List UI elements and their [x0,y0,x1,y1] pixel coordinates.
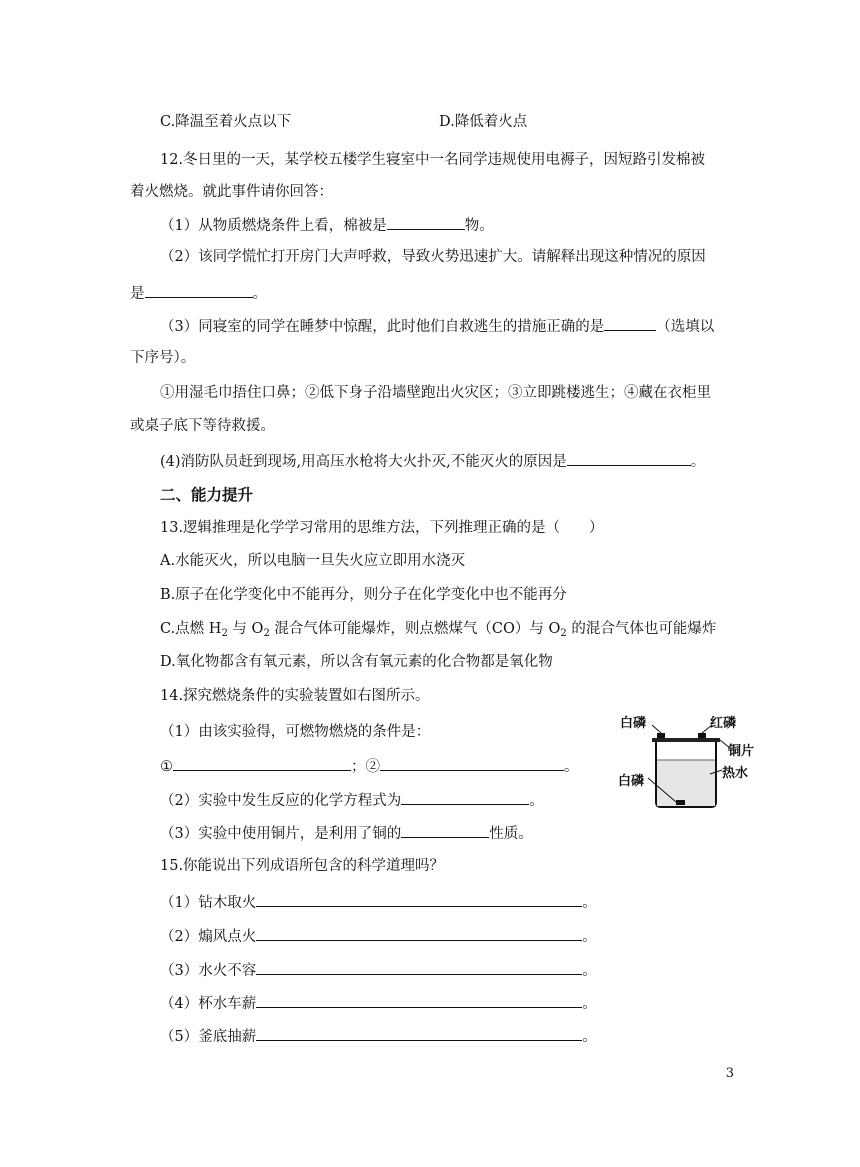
q13-option-c [160,619,716,639]
q12-part2-text: 是 [130,286,145,302]
q15-item [160,992,597,1014]
q15-item-end: 。 [582,895,597,911]
q12-stem-line1: 12.冬日里的一天，某学校五楼学生寝室中一名同学违规使用电褥子，因短路引发棉被 [160,152,706,168]
q14-stem: 14.探究燃烧条件的实验装置如右图所示。 [160,688,430,704]
q15-item [160,1025,597,1047]
q15-item-label: （5）釜底抽薪 [160,1029,257,1045]
answer-blank[interactable] [256,925,582,941]
subscript: 2 [560,628,567,639]
section-heading: 二、能力提升 [160,486,254,504]
q13-option-a: A.水能灭火，所以电脑一旦失火应立即用水浇灭 [160,553,466,569]
q12-options-line2: 或桌子底下等待救援。 [130,418,275,434]
q14-condition-2-marker: ；② [351,759,380,775]
q12-options-line1: ①用湿毛巾捂住口鼻；②低下身子沿墙壁跑出火灾区；③立即跳楼逃生；④藏在衣柜里 [160,385,711,401]
red-phosphorus [698,733,706,738]
q11-option-c: C.降温至着火点以下 [160,114,292,130]
q12-part3-tail: （选填以 [656,319,715,335]
leader-line [652,725,661,733]
label-white-phosphorus-top: 白磷 [620,716,647,731]
q14-part2-text: （2）实验中发生反应的化学方程式为 [160,793,402,809]
combustion-apparatus-figure [614,712,774,812]
q12-part3-text: （3）同寝室的同学在睡梦中惊醒，此时他们自救逃生的措施正确的是 [160,319,605,335]
label-copper-plate: 铜片 [728,744,755,759]
q12-part1-text: （1）从物质燃烧条件上看，棉被是 [160,218,387,234]
copper-plate [652,738,720,742]
answer-blank[interactable] [604,315,656,331]
q12-part2-line2 [130,282,267,304]
q12-part2-end: 。 [252,286,267,302]
q13-option-c-text2: 与 O [227,621,264,637]
q12-part4 [160,450,705,472]
answer-blank[interactable] [387,214,465,230]
q13-option-c-text3: 混合气体可能爆炸，则点燃煤气（CO）与 O [269,621,561,637]
q12-part1 [160,214,494,236]
white-phosphorus-top [657,733,665,738]
label-red-phosphorus: 红磷 [710,716,737,731]
page-number: 3 [725,1066,734,1081]
q12-part4-end: 。 [690,454,706,470]
answer-blank[interactable] [256,1025,582,1041]
q13-option-d: D.氧化物都含有氧元素，所以含有氧元素的化合物都是氧化物 [160,654,553,670]
q15-item-end: 。 [582,963,597,979]
q14-part3-end: 性质。 [489,826,533,842]
q15-item-label: （4）杯水车薪 [160,996,257,1012]
q12-part4-text: (4)消防队员赶到现场,用高压水枪将大火扑灭,不能灭火的原因是 [160,454,567,470]
q12-part2-line1: （2）该同学慌忙打开房门大声呼救，导致火势迅速扩大。请解释出现这种情况的原因 [160,249,706,265]
q15-item-end: 。 [582,996,597,1012]
q15-item-end: 。 [582,1029,597,1045]
q12-part3-line2: 下序号）。 [130,350,196,366]
q14-conditions-end: 。 [564,759,579,775]
q15-item [160,925,597,947]
q15-item [160,959,597,981]
q15-item-label: （2）煽风点火 [160,929,257,945]
answer-blank[interactable] [256,959,582,975]
q14-part2 [160,789,544,811]
answer-blank[interactable] [256,992,582,1008]
q14-part1: （1）由该实验得，可燃物燃烧的条件是： [160,724,431,740]
q12-part3-line1 [160,315,714,337]
q13-option-c-text4: 的混合气体也可能爆炸 [566,621,717,637]
q14-condition-1-marker: ① [160,759,173,775]
answer-blank[interactable] [173,755,351,771]
subscript: 2 [263,628,270,639]
hot-water [657,760,715,806]
label-hot-water: 热水 [722,766,749,781]
q12-stem-line2: 着火燃烧。就此事件请你回答： [130,184,333,200]
q14-part3 [160,822,533,844]
q15-item-label: （3）水火不容 [160,963,257,979]
label-white-phosphorus-bottom: 白磷 [618,774,645,789]
q15-item-label: （1）钻木取火 [160,895,257,911]
q11-option-d: D.降低着火点 [439,114,528,130]
answer-blank[interactable] [256,891,582,907]
q13-stem: 13.逻辑推理是化学学习常用的思维方法，下列推理正确的是（ ） [160,520,604,536]
answer-blank[interactable] [401,789,529,805]
answer-blank[interactable] [380,755,564,771]
white-phosphorus-bottom [676,800,685,805]
q14-conditions [160,755,579,777]
q14-part2-end: 。 [529,793,544,809]
q12-part1-end: 物。 [464,218,494,234]
q15-stem: 15.你能说出下列成语所包含的科学道理吗？ [160,858,445,874]
answer-blank[interactable] [145,282,253,298]
answer-blank[interactable] [567,450,691,466]
answer-blank[interactable] [401,822,489,838]
q13-option-b: B.原子在化学变化中不能再分，则分子在化学变化中也不能再分 [160,587,567,603]
subscript: 2 [221,628,228,639]
q15-item [160,891,597,913]
q15-item-end: 。 [582,929,597,945]
q14-part3-text: （3）实验中使用铜片，是利用了铜的 [160,826,402,842]
q13-option-c-text1: C.点燃 H [160,621,222,637]
